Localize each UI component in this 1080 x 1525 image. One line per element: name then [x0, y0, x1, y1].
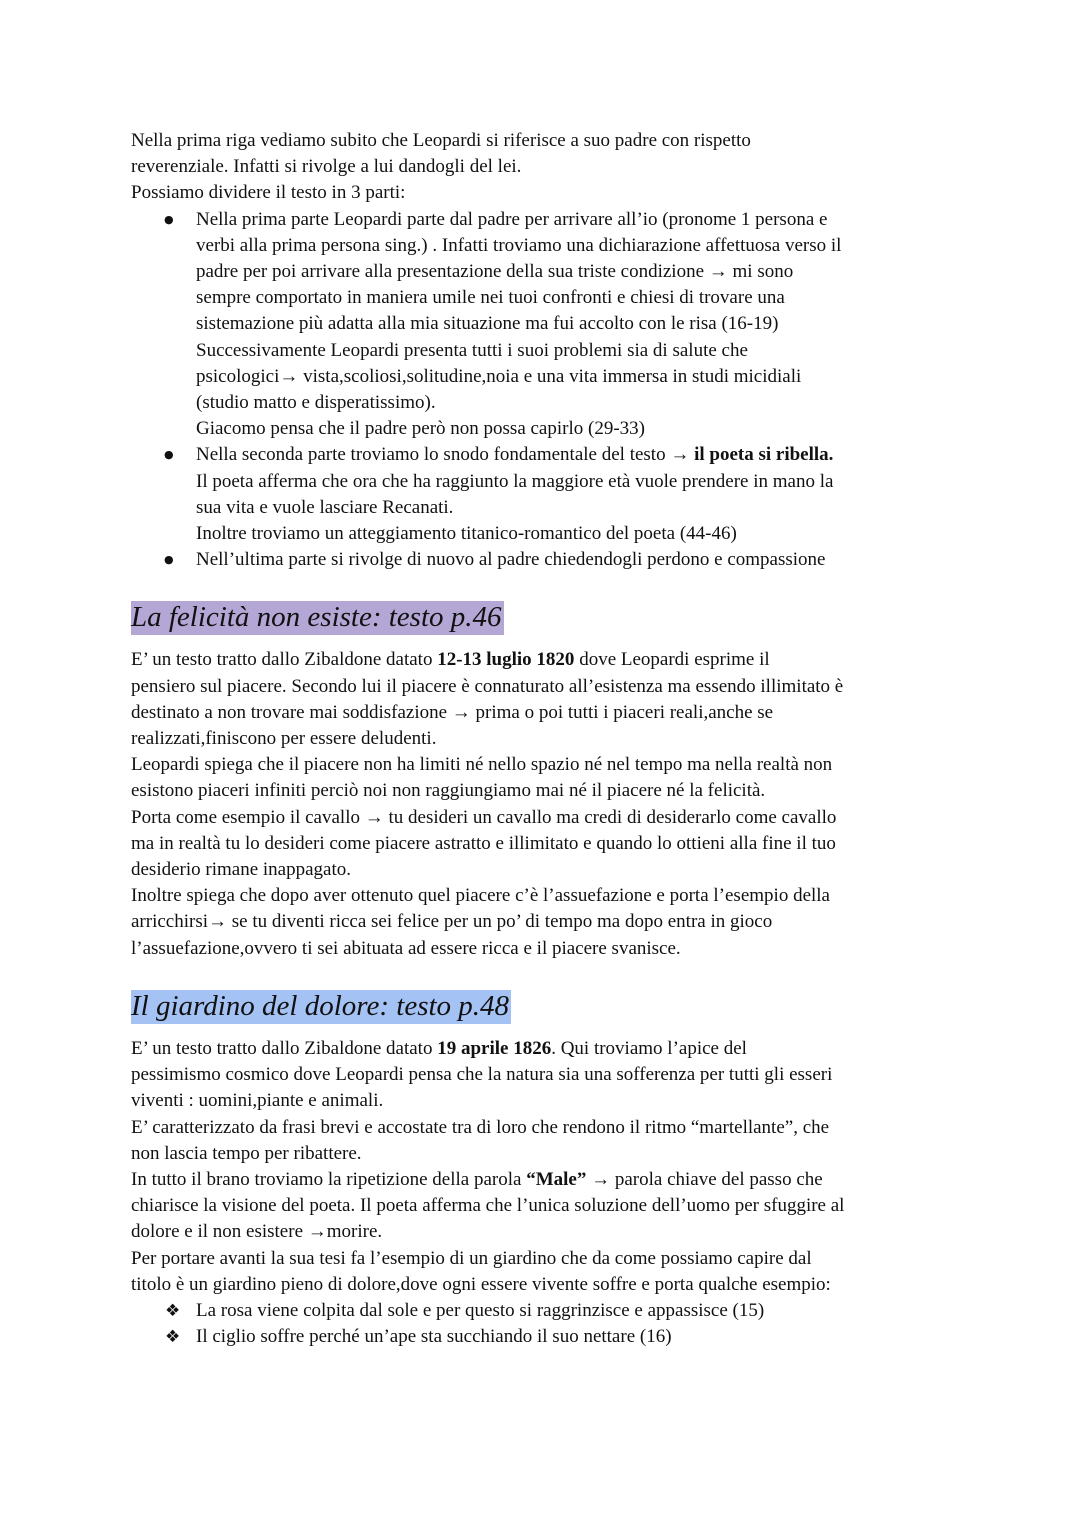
parts-intro: Possiamo dividere il testo in 3 parti:: [131, 182, 406, 204]
list-item: ● Nella seconda parte troviamo lo snodo fondamentale del testo → il poeta si ribella. Il poeta afferma che ora che ha raggiunto la maggiore età vuole prendere in mano la sua vita e vuole lasciare Recanati. Inoltre troviamo un atteggiamento titanico-romantico del poeta (44-46): [131, 442, 960, 547]
section-giardino-paragraph: E’ un testo tratto dallo Zibaldone datato 19 aprile 1826. Qui troviamo l’apice del pessimismo cosmico dove Leopardi pensa che la natura sia una sofferenza per tutti gli esseri viventi : uomini,piante e animali. E’ caratterizzato da frasi brevi e accostate tra di loro che rendono il ritmo “martellante”, che non lascia tempo per ribattere. In tutto il brano troviamo la ripetizione della parola “Male” → parola chiave del passo che chiarisce la visione del poeta. Il poeta afferma che l’unica soluzione dell’uomo per sfuggire al dolore e il non esistere →morire. Per portare avanti la sua tesi fa l’esempio di un giardino che da come possiamo capire dal titolo è un giardino pieno di dolore,dove ogni essere vivente soffre e porta qualche esempio:: [131, 1037, 845, 1295]
section-heading-giardino: Il giardino del dolore: testo p.48: [131, 989, 510, 1022]
parts-list: [131, 207, 960, 574]
list-item: ● Nell’ultima parte si rivolge di nuovo al padre chiedendogli perdono e compassione: [131, 547, 960, 573]
list-item: ❖ Il ciglio soffre perché un’ape sta succhiando il suo nettare (16): [131, 1324, 960, 1350]
examples-list: [131, 1298, 960, 1350]
section-heading-felicita: La felicità non esiste: testo p.46: [131, 601, 502, 634]
list-item: ● Nella prima parte Leopardi parte dal padre per arrivare all’io (pronome 1 persona e verbi alla prima persona sing.) . Infatti troviamo una dichiarazione affettuosa verso il padre per poi arrivare alla presentazione della sua triste condizione → mi sono sempre comportato in maniera umile nei tuoi confronti e chiesi di trovare una sistemazione più adatta alla mia situazione ma fui accolto con le risa (16-19) Successivamente Leopardi presenta tutti i suoi problemi sia di salute che psicologici→ vista,scoliosi,solitudine,noia e una vita immersa in studi micidiali (studio matto e disperatissimo). Giacomo pensa che il padre però non possa capirlo (29-33): [131, 207, 960, 443]
intro-paragraph: Nella prima riga vediamo subito che Leopardi si riferisce a suo padre con rispetto reverenziale. Infatti si rivolge a lui dandogli del lei.: [131, 130, 751, 178]
section-felicita-paragraph: E’ un testo tratto dallo Zibaldone datato 12-13 luglio 1820 dove Leopardi esprime il pensiero sul piacere. Secondo lui il piacere è connaturato all’esistenza ma essendo illimitato è destinato a non trovare mai soddisfazione → prima o poi tutti i piaceri reali,anche se realizzati,finiscono per essere deludenti. Leopardi spiega che il piacere non ha limiti né nello spazio né nel tempo ma nella realtà non esistono piaceri infiniti perciò noi non raggiungiamo mai né il piacere né la felicità. Porta come esempio il cavallo → tu desideri un cavallo ma credi di desiderarlo come cavallo ma in realtà tu lo desideri come piacere astratto e illimitato e quando lo ottieni alla fine il tuo desiderio rimane inappagato. Inoltre spiega che dopo aver ottenuto quel piacere c’è l’assuefazione e porta l’esempio della arricchirsi→ se tu diventi ricca sei felice per un po’ di tempo ma dopo entra in gioco l’assuefazione,ovvero ti sei abituata ad essere ricca e il piacere svanisce.: [131, 649, 844, 959]
list-item: ❖ La rosa viene colpita dal sole e per questo si raggrinzisce e appassisce (15): [131, 1298, 960, 1324]
